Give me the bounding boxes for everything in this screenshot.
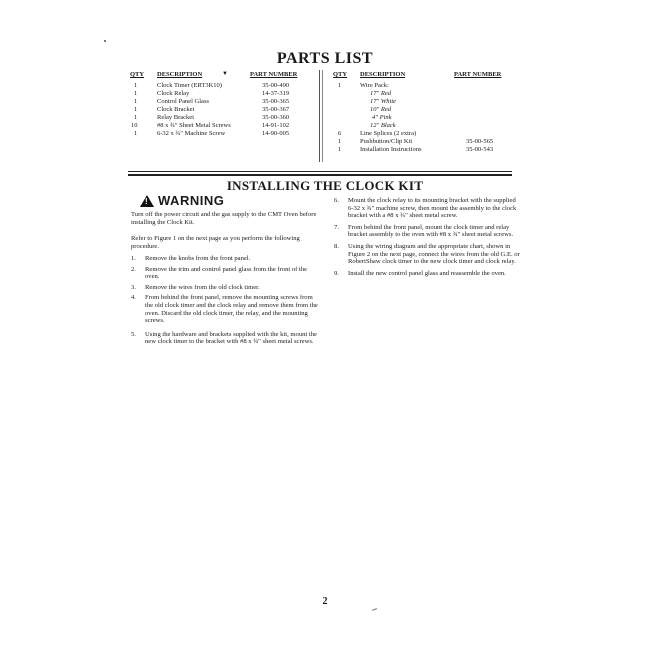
step-number: 2. — [131, 265, 136, 273]
step-text: Remove the wires from the old clock timer. — [145, 283, 260, 291]
list-item — [131, 294, 318, 324]
list-item — [131, 284, 318, 292]
section-rule-bottom — [128, 174, 512, 176]
part-number-header-left: PART NUMBER — [250, 71, 298, 78]
step-number: 8. — [334, 242, 339, 250]
description-header-left: DESCRIPTION — [157, 71, 203, 78]
warning-text: Turn off the power circuit and the gas supply to the CMT Oven before installing the Clock Kit. — [131, 211, 317, 226]
list-item — [334, 243, 520, 266]
table-row-desc: Clock Timer (ERT3K10) — [157, 82, 222, 89]
step-number: 5. — [131, 330, 136, 338]
table-row-pn: 14-91-102 — [262, 122, 290, 129]
table-row-pn: 14-37-319 — [262, 90, 290, 97]
step-text: Install the new control panel glass and reassemble the oven. — [348, 269, 506, 277]
wire-item: 12" Black — [370, 122, 396, 129]
table-row-pn: 35-00-360 — [262, 114, 290, 121]
list-item — [131, 255, 318, 263]
steps-left — [131, 255, 318, 346]
step-text: Mount the clock relay to its mounting bracket with the supplied 6-32 x ¾" machine screw, then mount the assembly to the clock bracket with a #8 x ¾" sheet metal screw. — [348, 197, 517, 220]
warning-label: WARNING — [158, 193, 225, 208]
part-number-header-right: PART NUMBER — [454, 71, 502, 78]
table-row-pn: 35-00-565 — [466, 138, 494, 145]
section-rule-top — [128, 171, 512, 172]
table-row-qty: 1 — [338, 146, 342, 153]
warning-triangle-icon: ! — [140, 195, 154, 207]
table-row-desc: Line Splices (2 extra) — [360, 130, 417, 137]
wire-item: 17" Red — [370, 90, 391, 97]
table-row-qty: 1 — [134, 130, 138, 137]
table-row-qty: 1 — [338, 138, 342, 145]
table-row-pn: 35-00-367 — [262, 106, 290, 113]
table-row-pn: 35-00-543 — [466, 146, 494, 153]
step-text: Using the wiring diagram and the appropriate chart, shown in Figure 2 on the next page, connect the wires from the old G.E. or RobertShaw clock timer to the new clock timer and clock relay. — [348, 242, 520, 266]
list-item — [334, 224, 520, 239]
list-item — [131, 266, 318, 281]
step-number: 6. — [334, 197, 339, 204]
page-number: 2 — [322, 596, 328, 607]
step-text: From behind the front panel, remove the mounting screws from the old clock timer and the clock relay and remove them from the oven. Discard the old clock timer, the relay, and the mounting screws. — [145, 294, 318, 325]
step-number: 7. — [334, 223, 339, 231]
table-row-qty: 1 — [134, 98, 138, 105]
table-row-desc: Clock Bracket — [157, 106, 195, 113]
table-row-qty: 1 — [338, 82, 342, 89]
table-row-qty: 1 — [134, 82, 138, 89]
table-row-desc: Installation Instructions — [360, 146, 422, 153]
warning-heading — [140, 193, 224, 208]
table-row-qty: 1 — [134, 114, 138, 121]
step-number: 9. — [334, 269, 339, 277]
table-row-pn: 14-90-005 — [262, 130, 290, 137]
list-item — [131, 331, 318, 346]
steps-right — [334, 197, 520, 277]
table-row-desc: Relay Bracket — [157, 114, 194, 121]
intro-text: Refer to Figure 1 on the next page as you perform the following procedure. — [131, 235, 300, 250]
step-number: 1. — [131, 255, 136, 262]
qty-header-left: QTY — [130, 71, 145, 78]
step-text: Using the hardware and brackets supplied with the kit, mount the new clock timer to the bracket with #8 x ¾" sheet metal screws. — [145, 330, 317, 346]
parts-list-title: PARTS LIST — [276, 50, 374, 67]
list-item — [334, 270, 520, 278]
list-item — [334, 197, 520, 220]
installing-title: INSTALLING THE CLOCK KIT — [226, 178, 424, 193]
scan-speck — [104, 40, 106, 42]
table-row-qty: 10 — [131, 122, 138, 129]
table-row-desc: 6-32 x ¾" Machine Screw — [157, 130, 226, 137]
table-row-pn: 35-00-365 — [262, 98, 290, 105]
description-header-right: DESCRIPTION — [360, 71, 406, 78]
qty-header-right: QTY — [333, 71, 348, 78]
step-text: From behind the front panel, mount the clock timer and relay bracket assembly to the oven with #8 x ¾" sheet metal screws. — [348, 223, 514, 239]
step-text: Remove the trim and control panel glass from the front of the oven. — [145, 265, 308, 281]
table-row-qty: 1 — [134, 90, 138, 97]
wire-item: 4" Pink — [372, 114, 392, 121]
header-marker: ▼ — [222, 71, 228, 77]
table-row-desc: Pushbutton/Clip Kit — [360, 138, 413, 145]
table-row-desc: Wire Pack: — [360, 82, 389, 89]
table-row-desc: Control Panel Glass — [157, 98, 209, 105]
table-row-pn: 35-00-490 — [262, 82, 290, 89]
table-row-desc: Clock Relay — [157, 90, 190, 97]
step-number: 4. — [131, 294, 136, 302]
table-row-desc: #8 x ¾" Sheet Metal Screws — [157, 122, 231, 129]
table-row-qty: 6 — [338, 130, 342, 137]
wire-item: 10" Red — [370, 106, 391, 113]
wire-item: 17" White — [370, 98, 397, 105]
step-text: Remove the knobs from the front panel. — [145, 255, 251, 262]
step-number: 3. — [131, 283, 136, 291]
scan-speck — [372, 608, 377, 611]
column-divider-2 — [322, 70, 323, 162]
table-row-qty: 1 — [134, 106, 138, 113]
column-divider — [319, 70, 320, 162]
